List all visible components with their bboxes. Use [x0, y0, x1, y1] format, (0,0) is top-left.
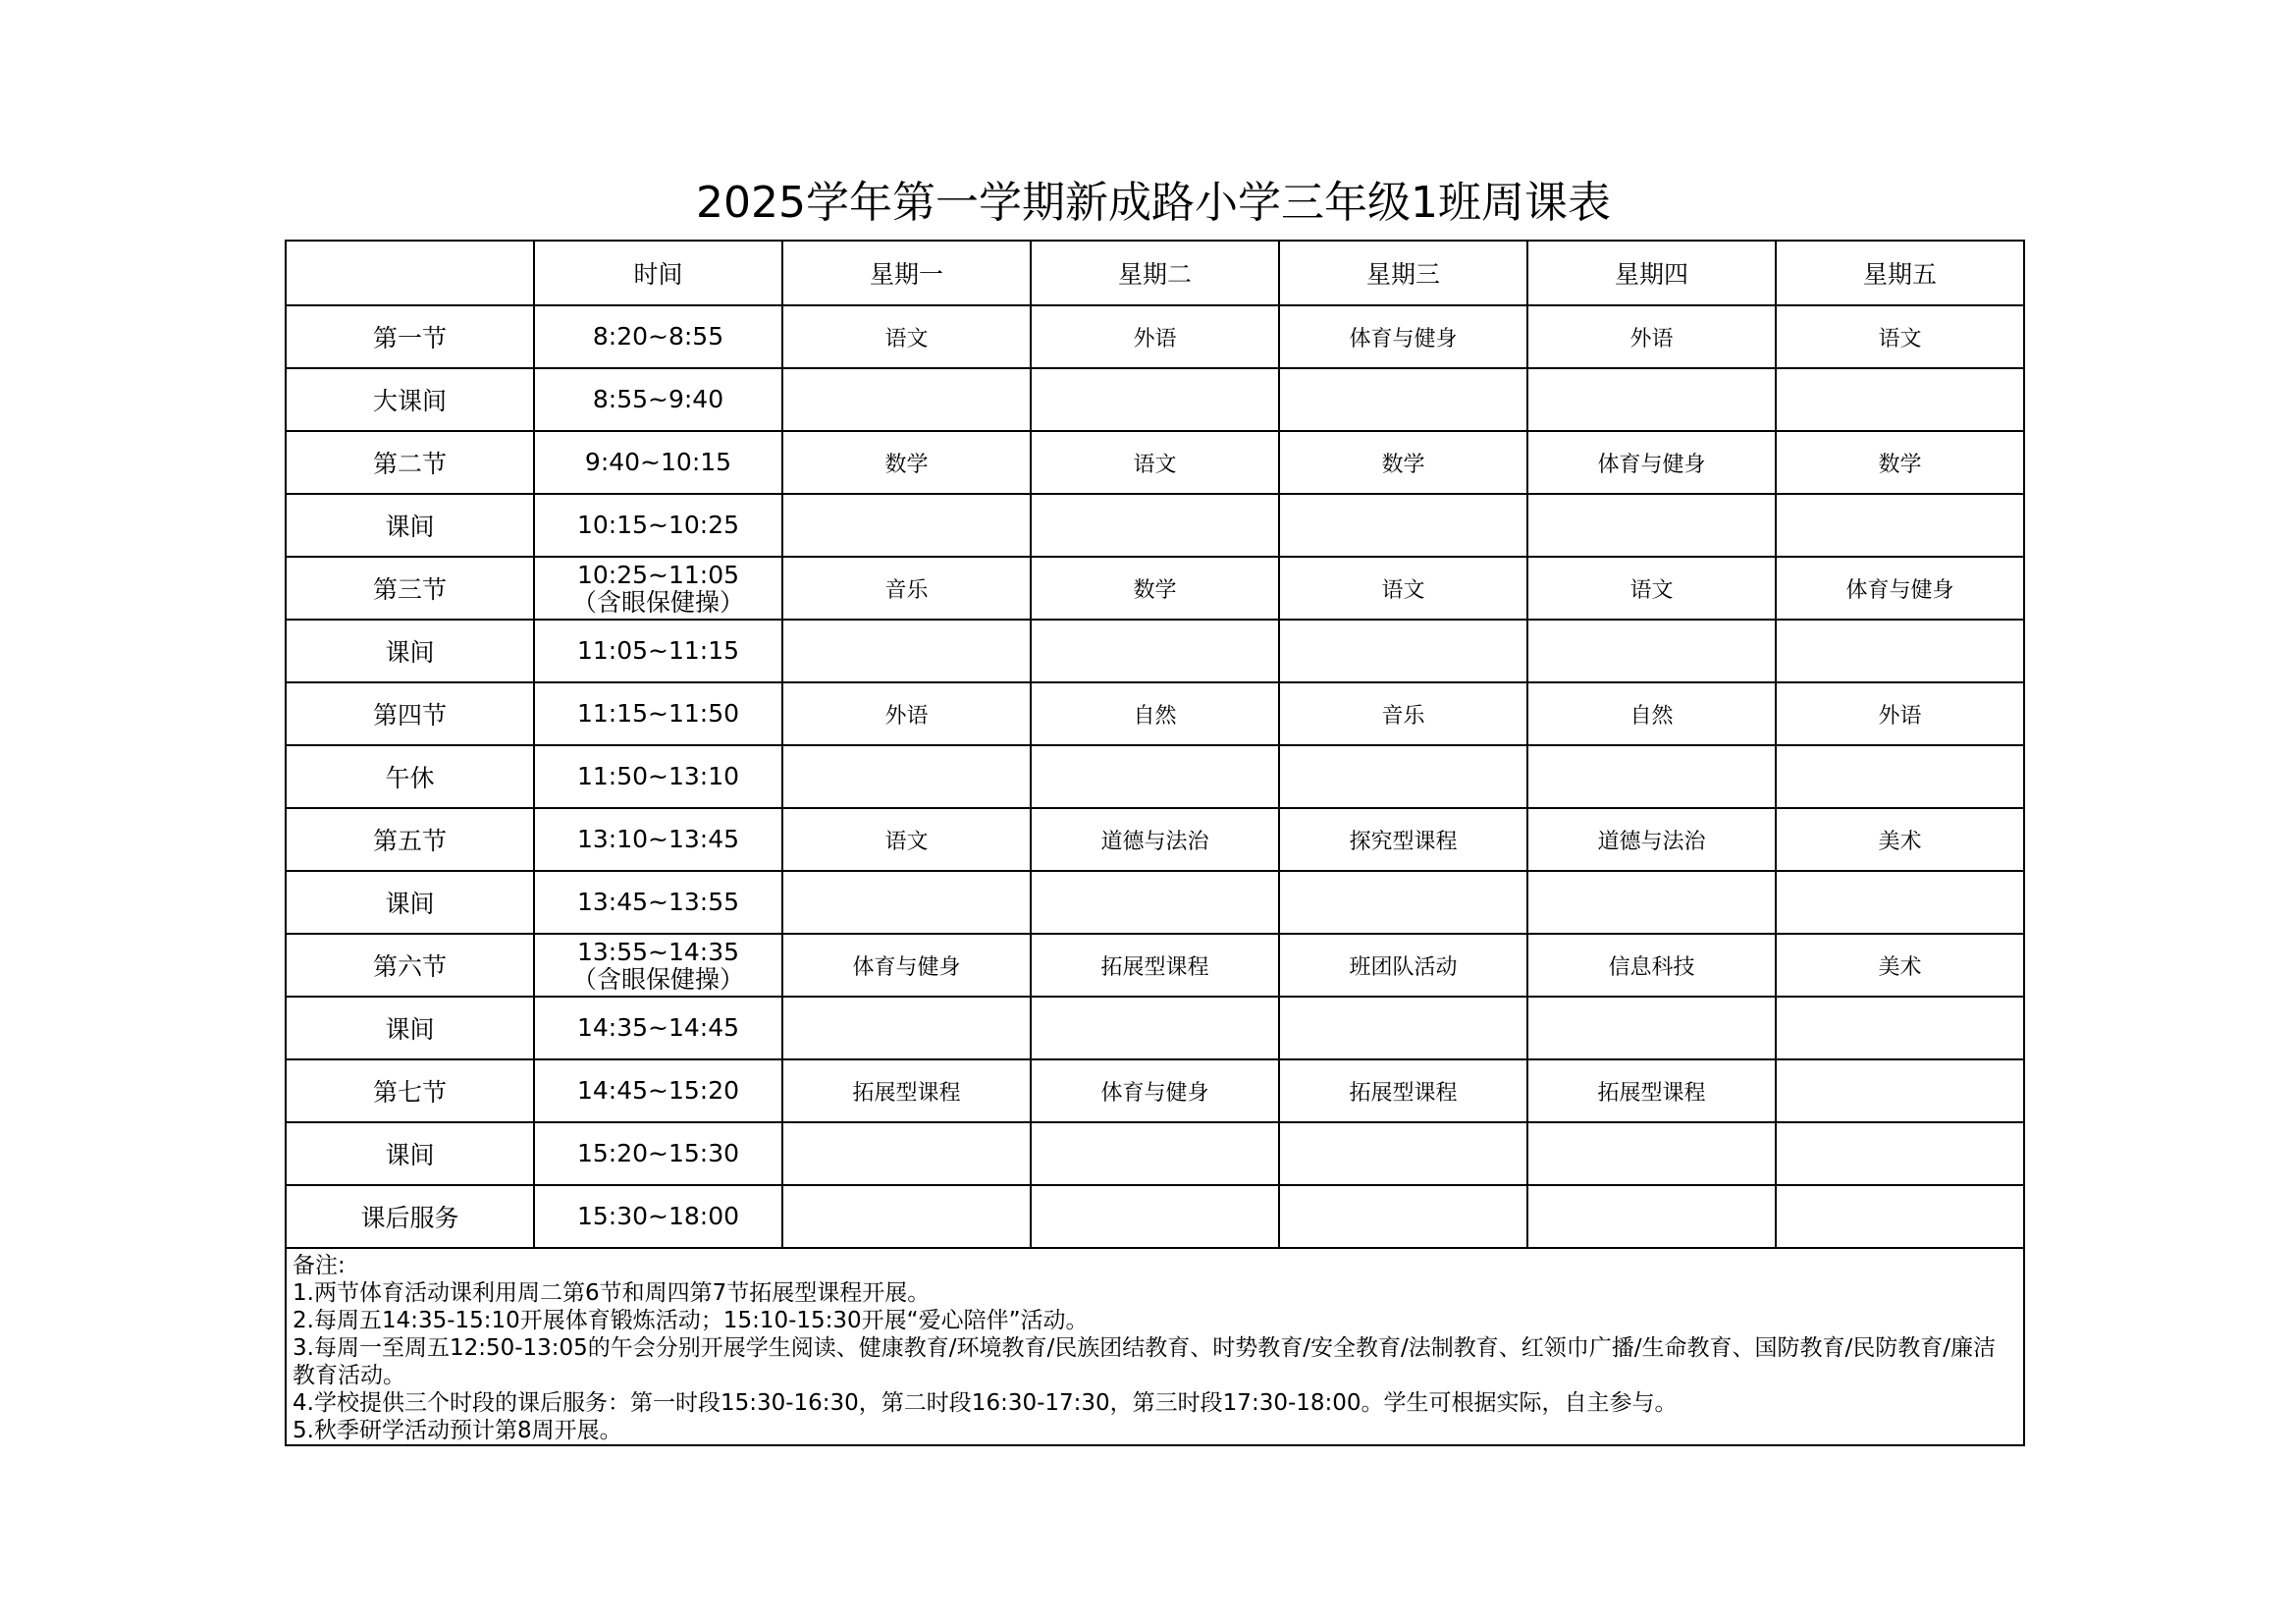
time-cell — [534, 557, 782, 620]
table-row — [286, 368, 2024, 431]
time-cell — [534, 808, 782, 871]
subject-cell: 美术 — [1776, 808, 2024, 871]
time-cell — [534, 494, 782, 557]
subject-cell: 拓展型课程 — [782, 1059, 1031, 1122]
time-range: 11:15~11:50 — [576, 699, 740, 728]
subject-cell: 美术 — [1776, 934, 2024, 997]
period-cell: 大课间 — [286, 368, 534, 431]
header-day-cell: 星期五 — [1776, 241, 2024, 305]
note-line: 5.秋季研学活动预计第8周开展。 — [293, 1418, 622, 1443]
note-line: 备注: — [293, 1253, 346, 1278]
note-line: 4.学校提供三个时段的课后服务：第一时段15:30-16:30，第二时段16:30-17:30，第三时段17:30-18:00。学生可根据实际，自主参与。 — [293, 1390, 1678, 1416]
table-row — [286, 1059, 2024, 1122]
subject-cell — [1776, 620, 2024, 682]
time-range: 13:45~13:55 — [576, 888, 740, 916]
table-row — [286, 871, 2024, 934]
period-cell: 第六节 — [286, 934, 534, 997]
period-cell: 午休 — [286, 745, 534, 808]
header-day-cell: 星期三 — [1279, 241, 1527, 305]
time-cell — [534, 1185, 782, 1248]
subject-cell — [782, 368, 1031, 431]
time-cell — [534, 871, 782, 934]
header-row — [286, 241, 2024, 305]
subject-cell — [1279, 745, 1527, 808]
schedule-table — [285, 240, 2025, 1446]
subject-cell — [782, 1122, 1031, 1185]
period-cell: 课后服务 — [286, 1185, 534, 1248]
time-range: 13:10~13:45 — [576, 825, 740, 853]
header-day-cell: 星期四 — [1527, 241, 1776, 305]
note-line: 2.每周五14:35-15:10开展体育锻炼活动；15:10-15:30开展“爱心陪伴”活动。 — [293, 1308, 1089, 1333]
time-range: 11:05~11:15 — [576, 636, 740, 665]
subject-cell — [1776, 1122, 2024, 1185]
period-cell: 课间 — [286, 871, 534, 934]
subject-cell: 信息科技 — [1527, 934, 1776, 997]
subject-cell: 数学 — [1279, 431, 1527, 494]
table-row — [286, 745, 2024, 808]
subject-cell — [1031, 1122, 1279, 1185]
period-cell: 第七节 — [286, 1059, 534, 1122]
table-row — [286, 997, 2024, 1059]
subject-cell — [782, 745, 1031, 808]
time-range: 10:25~11:05 — [576, 561, 740, 589]
subject-cell — [1776, 871, 2024, 934]
time-range: 14:45~15:20 — [576, 1076, 740, 1105]
subject-cell: 体育与健身 — [782, 934, 1031, 997]
subject-cell — [1279, 620, 1527, 682]
time-cell — [534, 997, 782, 1059]
subject-cell: 拓展型课程 — [1527, 1059, 1776, 1122]
period-cell: 课间 — [286, 620, 534, 682]
time-cell — [534, 305, 782, 368]
time-range: 13:55~14:35 — [576, 938, 740, 966]
notes-row — [286, 1248, 2024, 1445]
subject-cell — [1527, 368, 1776, 431]
time-note: （含眼保健操） — [571, 965, 744, 994]
subject-cell — [1527, 1185, 1776, 1248]
subject-cell — [1776, 1059, 2024, 1122]
time-cell — [534, 620, 782, 682]
time-cell — [534, 431, 782, 494]
time-range: 8:55~9:40 — [592, 385, 724, 413]
time-note: （含眼保健操） — [571, 588, 744, 617]
subject-cell: 体育与健身 — [1527, 431, 1776, 494]
subject-cell: 外语 — [782, 682, 1031, 745]
subject-cell — [1279, 871, 1527, 934]
subject-cell — [1279, 1185, 1527, 1248]
period-cell: 课间 — [286, 494, 534, 557]
subject-cell: 道德与法治 — [1527, 808, 1776, 871]
subject-cell — [1776, 745, 2024, 808]
time-cell — [534, 368, 782, 431]
time-range: 15:20~15:30 — [576, 1139, 740, 1167]
time-range: 11:50~13:10 — [576, 762, 740, 790]
subject-cell — [1031, 997, 1279, 1059]
subject-cell — [1776, 1185, 2024, 1248]
table-row — [286, 934, 2024, 997]
period-cell: 第五节 — [286, 808, 534, 871]
subject-cell: 体育与健身 — [1279, 305, 1527, 368]
table-row — [286, 682, 2024, 745]
header-day-cell: 星期一 — [782, 241, 1031, 305]
subject-cell — [1031, 871, 1279, 934]
subject-cell — [1031, 1185, 1279, 1248]
subject-cell — [1776, 368, 2024, 431]
subject-cell: 数学 — [782, 431, 1031, 494]
subject-cell: 语文 — [1279, 557, 1527, 620]
table-row — [286, 1185, 2024, 1248]
subject-cell: 体育与健身 — [1031, 1059, 1279, 1122]
subject-cell: 语文 — [1031, 431, 1279, 494]
subject-cell — [1031, 745, 1279, 808]
page-title: 2025学年第一学期新成路小学三年级1班周课表 — [696, 178, 1611, 228]
subject-cell: 数学 — [1031, 557, 1279, 620]
period-cell: 第三节 — [286, 557, 534, 620]
subject-cell — [1031, 620, 1279, 682]
subject-cell: 外语 — [1527, 305, 1776, 368]
subject-cell — [1527, 494, 1776, 557]
subject-cell: 音乐 — [1279, 682, 1527, 745]
subject-cell: 体育与健身 — [1776, 557, 2024, 620]
subject-cell: 道德与法治 — [1031, 808, 1279, 871]
subject-cell: 语文 — [782, 305, 1031, 368]
subject-cell: 语文 — [782, 808, 1031, 871]
subject-cell — [782, 871, 1031, 934]
subject-cell — [1279, 1122, 1527, 1185]
subject-cell — [782, 997, 1031, 1059]
subject-cell — [1527, 1122, 1776, 1185]
subject-cell — [782, 1185, 1031, 1248]
table-row — [286, 494, 2024, 557]
subject-cell — [782, 494, 1031, 557]
subject-cell — [1527, 745, 1776, 808]
subject-cell: 探究型课程 — [1279, 808, 1527, 871]
table-row — [286, 620, 2024, 682]
period-cell: 课间 — [286, 997, 534, 1059]
time-cell — [534, 745, 782, 808]
time-cell — [534, 682, 782, 745]
table-row — [286, 305, 2024, 368]
subject-cell — [1776, 494, 2024, 557]
subject-cell — [1279, 368, 1527, 431]
time-range: 15:30~18:00 — [576, 1202, 740, 1230]
period-cell: 课间 — [286, 1122, 534, 1185]
subject-cell — [782, 620, 1031, 682]
table-row — [286, 557, 2024, 620]
header-blank-cell — [286, 241, 534, 305]
table-row — [286, 808, 2024, 871]
subject-cell: 拓展型课程 — [1031, 934, 1279, 997]
table-row — [286, 431, 2024, 494]
time-range: 10:15~10:25 — [576, 511, 740, 539]
subject-cell — [1527, 997, 1776, 1059]
table-row — [286, 1122, 2024, 1185]
period-cell: 第二节 — [286, 431, 534, 494]
period-cell: 第一节 — [286, 305, 534, 368]
note-line: 3.每周一至周五12:50-13:05的午会分别开展学生阅读、健康教育/环境教育/民族团结教育、时势教育/安全教育/法制教育、红领巾广播/生命教育、国防教育/民防教育/廉洁教育活动。 — [293, 1335, 1997, 1388]
time-range: 14:35~14:45 — [576, 1013, 740, 1042]
subject-cell — [1279, 494, 1527, 557]
subject-cell — [1031, 368, 1279, 431]
subject-cell: 拓展型课程 — [1279, 1059, 1527, 1122]
subject-cell: 班团队活动 — [1279, 934, 1527, 997]
subject-cell — [1279, 997, 1527, 1059]
subject-cell — [1527, 620, 1776, 682]
time-cell — [534, 1059, 782, 1122]
header-day-cell: 星期二 — [1031, 241, 1279, 305]
note-line: 1.两节体育活动课利用周二第6节和周四第7节拓展型课程开展。 — [293, 1280, 931, 1306]
time-cell — [534, 934, 782, 997]
subject-cell: 自然 — [1527, 682, 1776, 745]
subject-cell — [1776, 997, 2024, 1059]
period-cell: 第四节 — [286, 682, 534, 745]
time-cell — [534, 1122, 782, 1185]
header-time-cell: 时间 — [534, 241, 782, 305]
time-range: 8:20~8:55 — [592, 322, 724, 351]
subject-cell — [1527, 871, 1776, 934]
subject-cell: 外语 — [1031, 305, 1279, 368]
notes-cell — [286, 1248, 2024, 1445]
subject-cell: 音乐 — [782, 557, 1031, 620]
subject-cell: 外语 — [1776, 682, 2024, 745]
subject-cell: 数学 — [1776, 431, 2024, 494]
subject-cell: 语文 — [1776, 305, 2024, 368]
subject-cell — [1031, 494, 1279, 557]
subject-cell: 语文 — [1527, 557, 1776, 620]
subject-cell: 自然 — [1031, 682, 1279, 745]
time-range: 9:40~10:15 — [584, 448, 732, 476]
